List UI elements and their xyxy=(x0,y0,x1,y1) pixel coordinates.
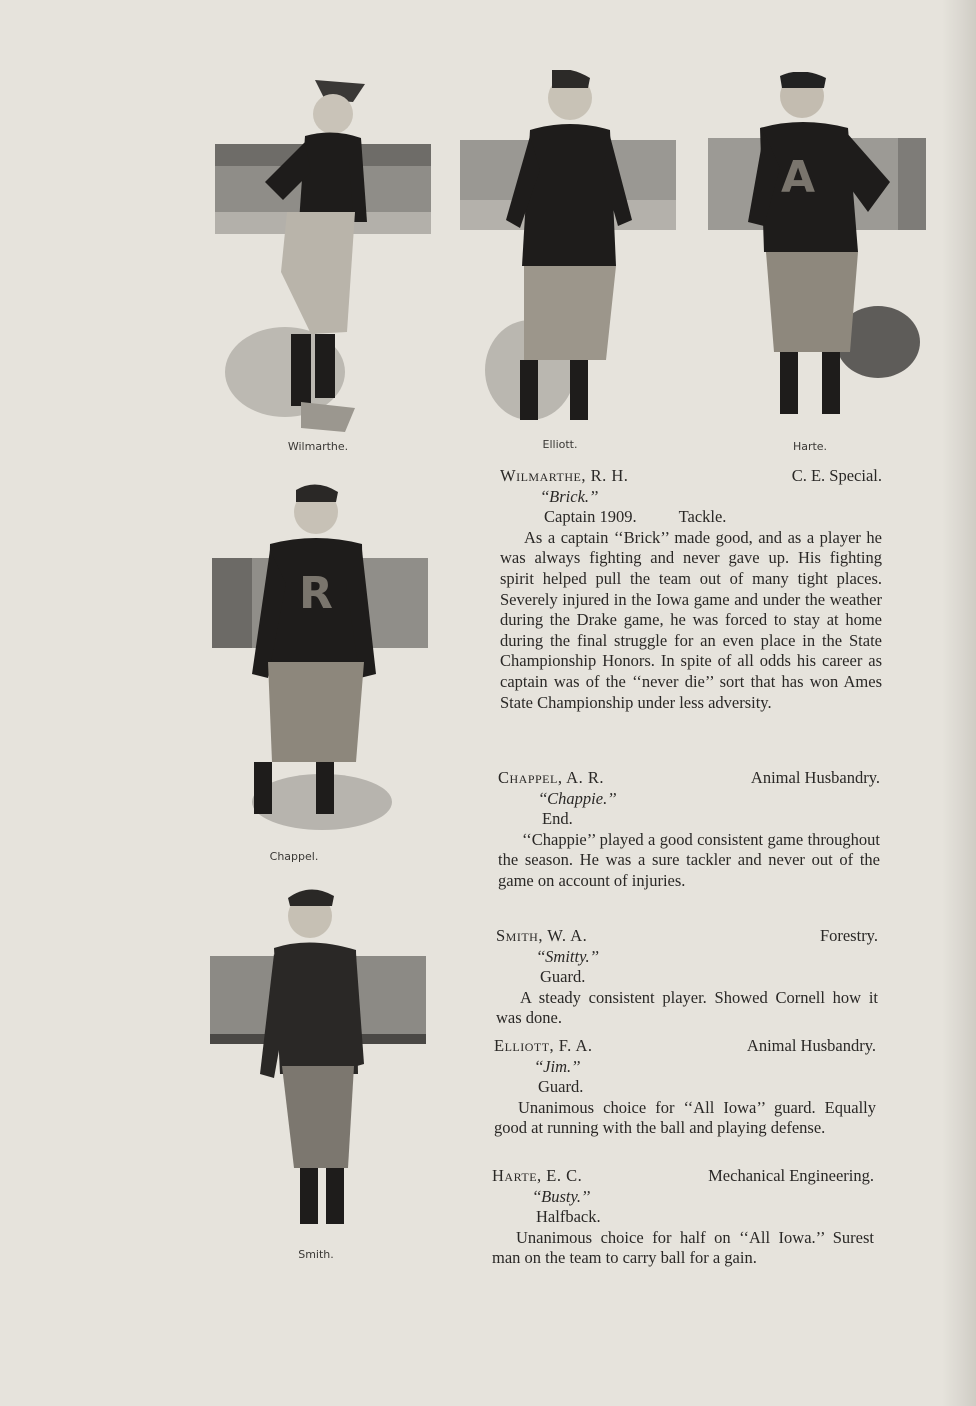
caption-harte: Harte. xyxy=(792,440,828,453)
entry-position: Guard. xyxy=(538,1077,584,1097)
entry-harte xyxy=(492,1166,874,1269)
entry-position: End. xyxy=(542,809,573,829)
entry-name: Wilmarthe, R. H. xyxy=(500,466,629,485)
caption-elliott: Elliott. xyxy=(542,438,578,451)
entry-course: Animal Husbandry. xyxy=(746,1036,876,1055)
entry-nickname: ‘‘Smitty.’’ xyxy=(536,946,599,966)
entry-wilmarthe xyxy=(500,466,882,713)
caption-chappel: Chappel. xyxy=(269,850,319,863)
entry-name: Smith, W. A. xyxy=(496,926,588,945)
entry-course: Mechanical Engineering. xyxy=(708,1166,874,1185)
photo-wilmarthe xyxy=(215,72,431,432)
entry-captaincy: Captain 1909. xyxy=(544,507,637,527)
entry-bio: As a captain ‘‘Brick’’ made good, and as a player he was always fighting and never gave up. His fighting spirit helped pull the team out of many tight places. Severely injured in the Iowa game and under the weather during the Drake game, he was forced to stay at home during the final struggle for an even place in the State Championship Honors. In spite of all odds his career as captain was of the ‘‘never die’’ sort that has won Ames State Championship under less adversity. xyxy=(500,527,882,712)
entry-smith xyxy=(496,926,878,1029)
entry-course: Forestry. xyxy=(819,926,878,945)
entry-bio: Unanimous choice for ‘‘All Iowa’’ guard. Equally good at running with the ball and playing defense. xyxy=(494,1097,876,1138)
entry-position: Halfback. xyxy=(536,1207,601,1227)
entry-position: Tackle. xyxy=(678,507,727,527)
entry-nickname: ‘‘Chappie.’’ xyxy=(538,788,617,808)
page-edge-shadow xyxy=(942,0,976,1406)
entry-bio: A steady consistent player. Showed Cornell how it was done. xyxy=(496,987,878,1028)
chappel-sweater-letter: R xyxy=(299,568,333,619)
photo-smith xyxy=(210,888,426,1244)
photo-harte xyxy=(708,72,926,430)
entry-name: Harte, E. C. xyxy=(492,1166,583,1185)
photo-elliott xyxy=(460,70,676,432)
caption-wilmarthe: Wilmarthe. xyxy=(287,440,349,453)
entry-bio: ‘‘Chappie’’ played a good consistent game throughout the season. He was a sure tackler and never out of the game on account of injuries. xyxy=(498,829,880,890)
entry-bio: Unanimous choice for half on ‘‘All Iowa.’’ Surest man on the team to carry ball for a gain. xyxy=(492,1227,874,1268)
entry-course: C. E. Special. xyxy=(791,466,882,485)
entry-nickname: ‘‘Jim.’’ xyxy=(534,1056,581,1076)
entry-course: Animal Husbandry. xyxy=(750,768,880,787)
entry-position: Guard. xyxy=(540,967,586,987)
caption-smith: Smith. xyxy=(298,1248,334,1261)
entry-nickname: ‘‘Busty.’’ xyxy=(532,1186,591,1206)
entry-name: Chappel, A. R. xyxy=(498,768,604,787)
entry-name: Elliott, F. A. xyxy=(494,1036,593,1055)
photo-chappel xyxy=(212,484,428,846)
entry-elliott xyxy=(494,1036,876,1139)
entry-chappel xyxy=(498,768,880,892)
harte-sweater-letter: A xyxy=(780,152,816,203)
entry-nickname: ‘‘Brick.’’ xyxy=(540,486,599,506)
